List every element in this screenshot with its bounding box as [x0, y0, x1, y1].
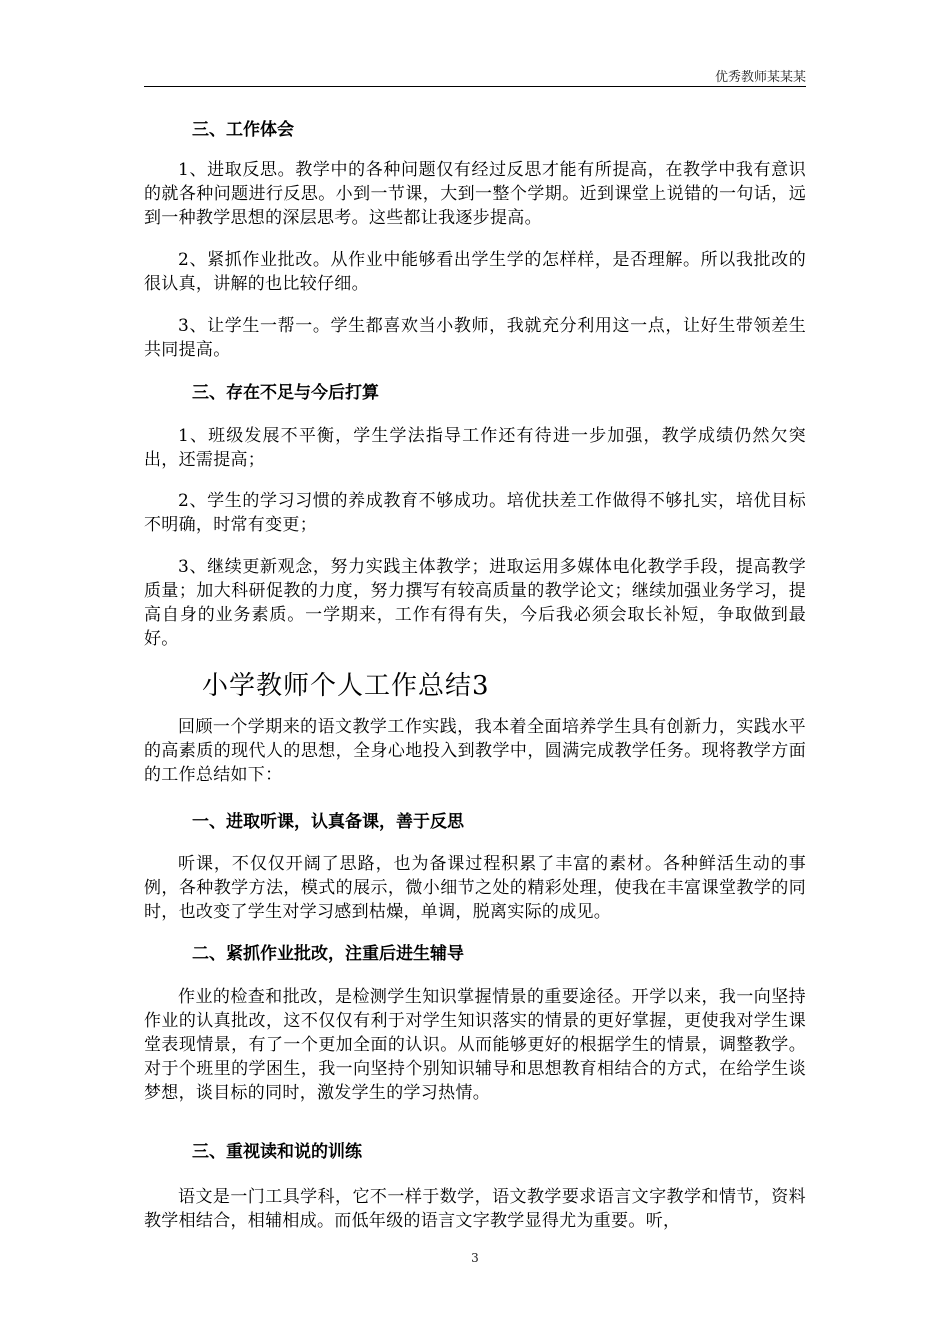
- section-heading: 一、进取听课，认真备课，善于反思: [192, 812, 464, 832]
- section-heading: 二、紧抓作业批改，注重后进生辅导: [192, 944, 464, 964]
- intro-paragraph: 回顾一个学期来的语文教学工作实践，我本着全面培养学生具有创新力，实践水平的高素质的现代人的思想，全身心地投入到教学中，圆满完成教学任务。现将教学方面的工作总结如下：: [144, 717, 806, 785]
- article-title: 小学教师个人工作总结3: [202, 671, 490, 701]
- paragraph: 2、学生的学习习惯的养成教育不够成功。培优扶差工作做得不够扎实，培优目标不明确，时常有变更；: [144, 491, 806, 535]
- paragraph: 作业的检查和批改，是检测学生知识掌握情景的重要途径。开学以来，我一向坚持作业的认真批改，这不仅仅有利于对学生知识落实的情景的更好掌握，更使我对学生课堂表现情景，有了一个更加全面的认识。从而能够更好的根据学生的情景，调整教学。对于个班里的学困生，我一向坚持个别知识辅导和思想教育相结合的方式，在给学生谈梦想，谈目标的同时，激发学生的学习热情。: [144, 987, 806, 1103]
- paragraph: 听课，不仅仅开阔了思路，也为备课过程积累了丰富的素材。各种鲜活生动的事例，各种教学方法，模式的展示，微小细节之处的精彩处理，使我在丰富课堂教学的同时，也改变了学生对学习感到枯燥，单调，脱离实际的成见。: [144, 854, 806, 922]
- section-heading: 三、工作体会: [192, 120, 294, 140]
- paragraph: 3、让学生一帮一。学生都喜欢当小教师，我就充分利用这一点，让好生带领差生共同提高。: [144, 316, 806, 360]
- paragraph: 3、继续更新观念，努力实践主体教学；进取运用多媒体电化教学手段，提高教学质量；加大科研促教的力度，努力撰写有较高质量的教学论文；继续加强业务学习，提高自身的业务素质。一学期来，工作有得有失，今后我必须会取长补短，争取做到最好。: [144, 557, 806, 649]
- page-number: 3: [471, 1251, 479, 1265]
- section-heading: 三、存在不足与今后打算: [192, 383, 379, 403]
- paragraph: 2、紧抓作业批改。从作业中能够看出学生学的怎样样，是否理解。所以我批改的很认真，讲解的也比较仔细。: [144, 250, 806, 294]
- paragraph: 1、班级发展不平衡，学生学法指导工作还有待进一步加强，教学成绩仍然欠突出，还需提高；: [144, 426, 806, 470]
- section-heading: 三、重视读和说的训练: [192, 1142, 362, 1162]
- header-rule: [144, 86, 806, 87]
- paragraph: 语文是一门工具学科，它不一样于数学，语文教学要求语言文字教学和情节，资料教学相结合，相辅相成。而低年级的语言文字教学显得尤为重要。听，: [144, 1187, 806, 1231]
- page-header: 优秀教师某某某: [714, 70, 806, 85]
- paragraph: 1、进取反思。教学中的各种问题仅有经过反思才能有所提高，在教学中我有意识的就各种问题进行反思。小到一节课，大到一整个学期。近到课堂上说错的一句话，远到一种教学思想的深层思考。这些都让我逐步提高。: [144, 160, 806, 228]
